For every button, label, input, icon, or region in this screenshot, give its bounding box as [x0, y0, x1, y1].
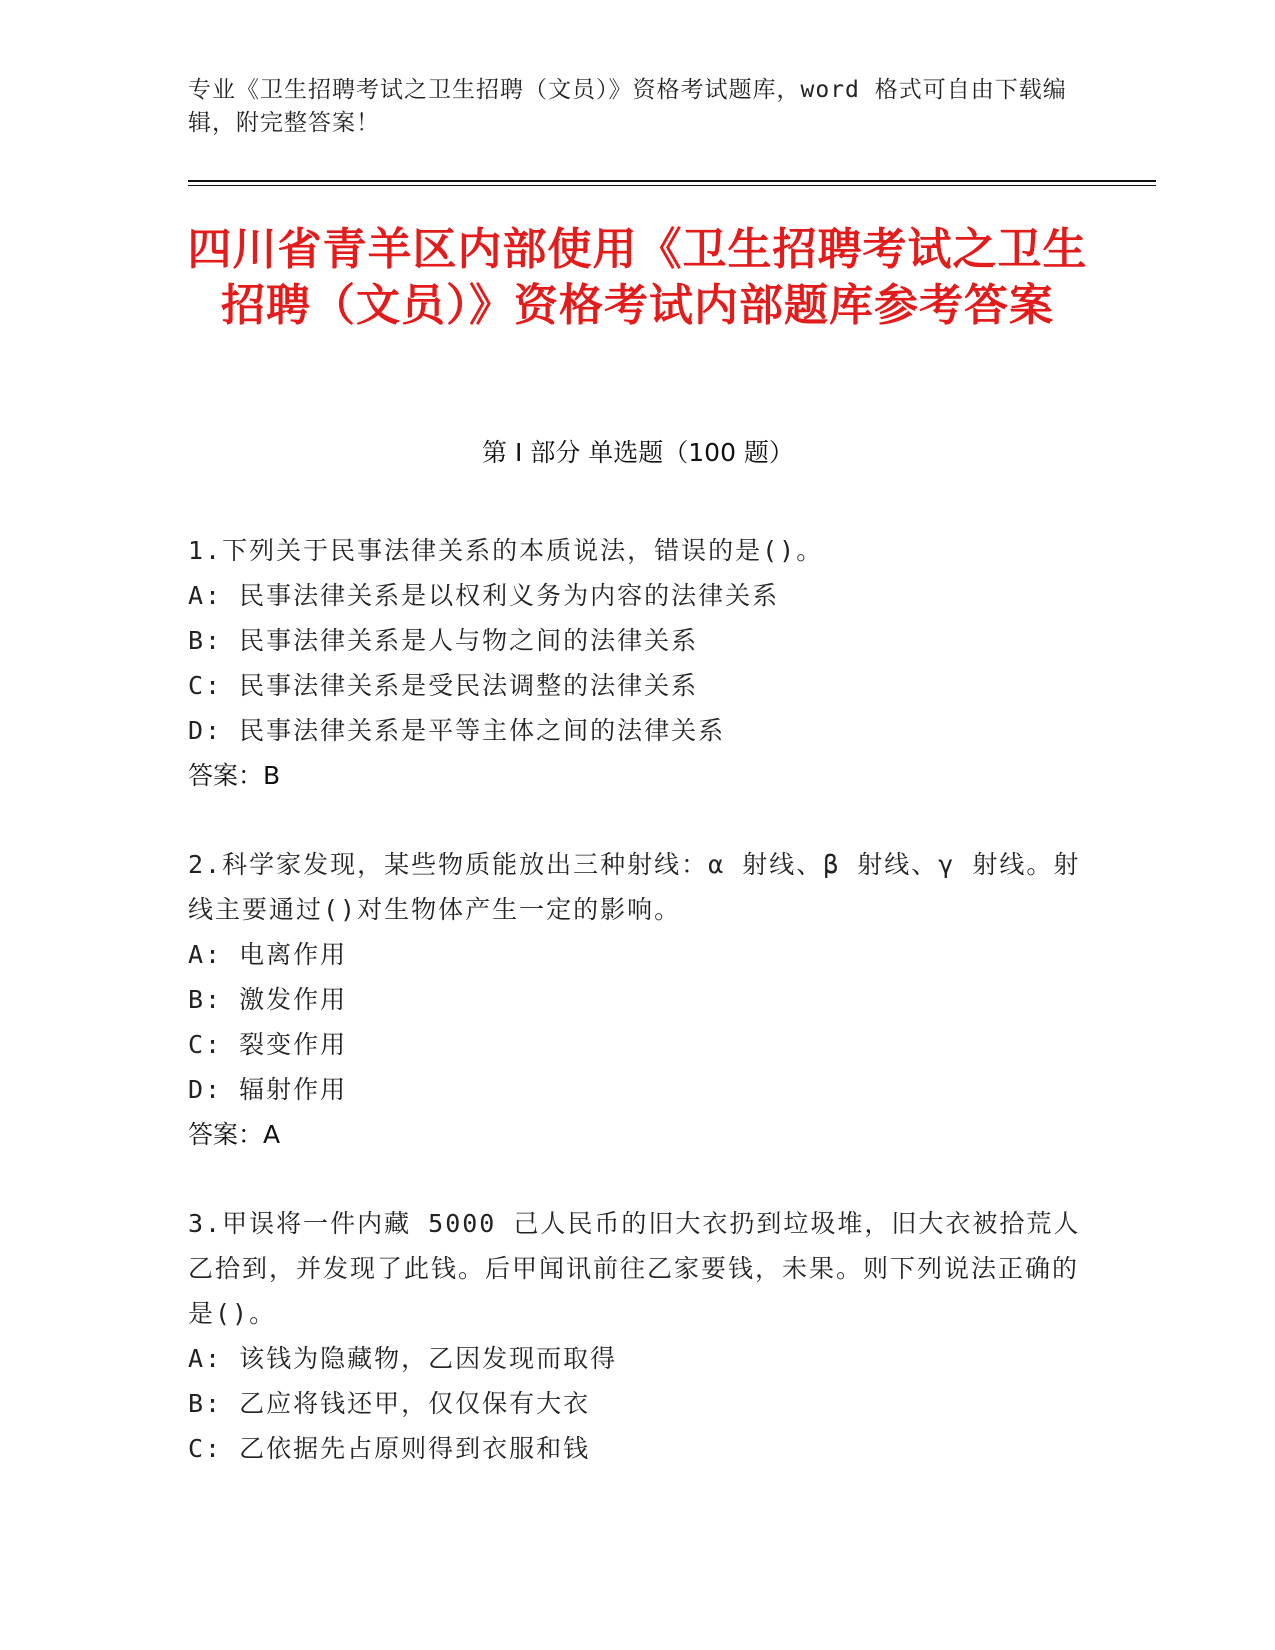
- question-2: [188, 842, 1088, 1157]
- question-1: [188, 528, 1088, 798]
- question-stem: 2.科学家发现，某些物质能放出三种射线：α 射线、β 射线、γ 射线。射线主要通过()对生物体产生一定的影响。: [188, 850, 1081, 924]
- option-d: D: 民事法律关系是平等主体之间的法律关系: [188, 716, 726, 745]
- option-b: B: 乙应将钱还甲，仅仅保有大衣: [188, 1389, 591, 1418]
- answer-label: 答案：B: [188, 761, 281, 790]
- option-d: D: 辐射作用: [188, 1075, 348, 1104]
- option-a: A: 民事法律关系是以权利义务为内容的法律关系: [188, 581, 780, 610]
- question-stem: 1.下列关于民事法律关系的本质说法，错误的是()。: [188, 536, 824, 565]
- option-a: A: 电离作用: [188, 940, 348, 969]
- question-list: [188, 528, 1088, 1515]
- option-c: C: 民事法律关系是受民法调整的法律关系: [188, 671, 699, 700]
- option-b: B: 激发作用: [188, 985, 348, 1014]
- option-a: A: 该钱为隐藏物，乙因发现而取得: [188, 1344, 618, 1373]
- answer-label: 答案：A: [188, 1120, 281, 1149]
- option-c: C: 裂变作用: [188, 1030, 348, 1059]
- document-title: 四川省青羊区内部使用《卫生招聘考试之卫生招聘（文员）》资格考试内部题库参考答案: [187, 224, 1088, 331]
- option-c: C: 乙依据先占原则得到衣服和钱: [188, 1434, 591, 1463]
- header-divider-thick: [188, 180, 1156, 182]
- header-note: 专业《卫生招聘考试之卫生招聘（文员）》资格考试题库，word 格式可自由下载编辑，附完整答案！: [188, 77, 1067, 136]
- option-b: B: 民事法律关系是人与物之间的法律关系: [188, 626, 699, 655]
- question-3: [188, 1201, 1088, 1471]
- question-stem: 3.甲误将一件内藏 5000 己人民币的旧大衣扔到垃圾堆，旧大衣被拾荒人乙拾到，并发现了此钱。后甲闻讯前往乙家要钱，未果。则下列说法正确的是()。: [188, 1209, 1081, 1328]
- header-divider-thin: [188, 185, 1156, 186]
- section-title: 第 I 部分 单选题（100 题）: [482, 438, 794, 467]
